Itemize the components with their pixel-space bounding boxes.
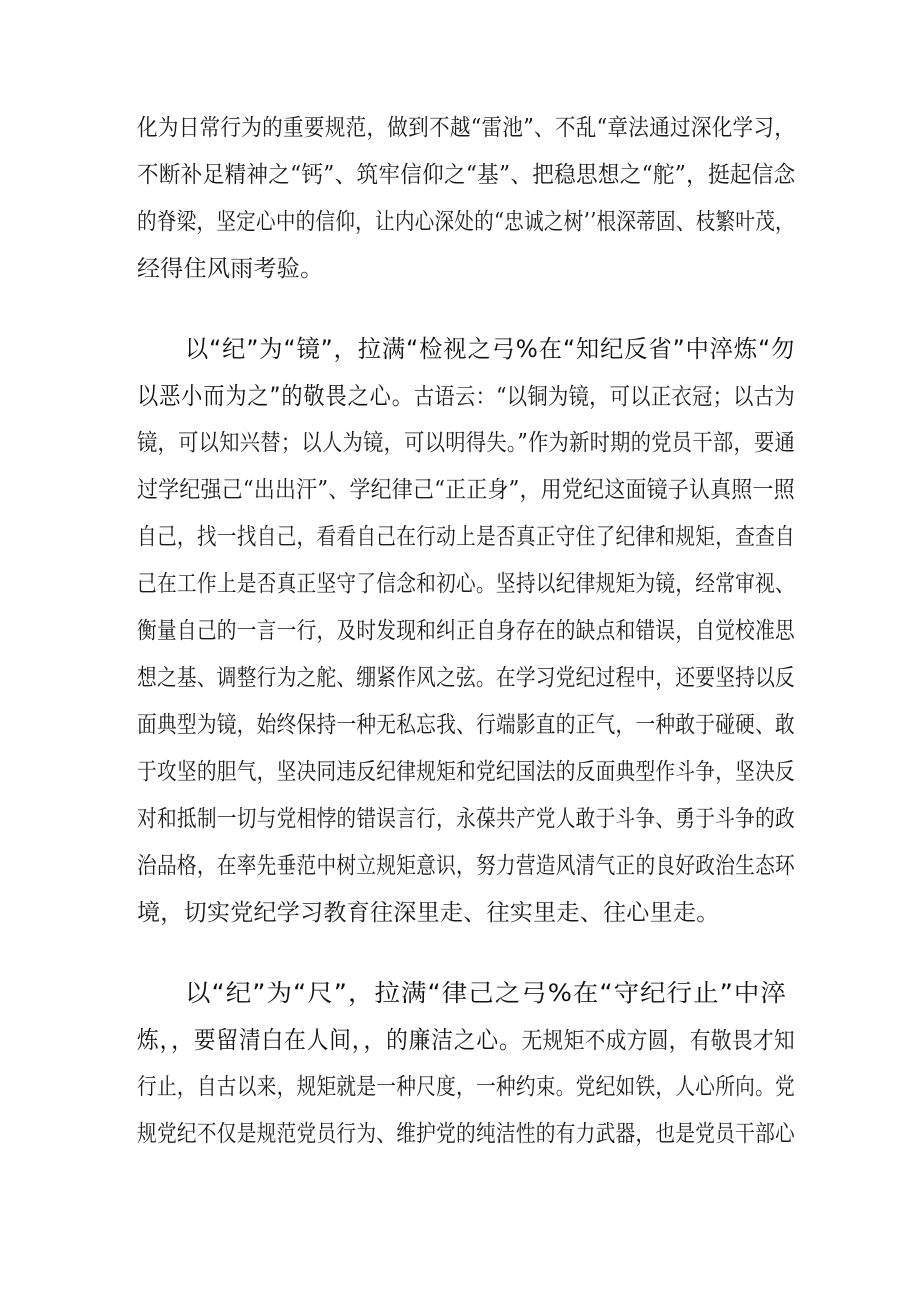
paragraph-1-line-4 <box>137 254 323 284</box>
body-text: 规党纪不仅是规范党员行为、维护党的纯洁性的有力武器，也是党员干部心 <box>137 1121 795 1147</box>
body-text: 想之基、调整行为之舵、绷紧作风之弦。在学习党纪过程中，还要坚持以反 <box>137 665 795 691</box>
paragraph-3-line-3 <box>137 1072 795 1102</box>
body-text: 古语云：“以铜为镜，可以正衣冠；以古为 <box>413 384 795 410</box>
paragraph-2-line-6 <box>137 569 795 599</box>
paragraph-2-line-4 <box>137 475 795 505</box>
body-text: 无规矩不成方圆，有敬畏才知 <box>521 1028 795 1054</box>
paragraph-1-line-3 <box>137 207 795 237</box>
body-text: 治品格，在率先垂范中树立规矩意识，努力营造风清气正的良好政治生态环 <box>137 853 795 879</box>
body-text: 的脊梁，坚定心中的信仰，让内心深处的“忠诚之树’’根深蒂固、枝繁叶茂， <box>137 209 795 235</box>
paragraph-2-line-7 <box>137 616 795 646</box>
paragraph-heading: 炼，，要留清白在人间，，的廉洁之心。 <box>137 1026 522 1054</box>
paragraph-2-line-9 <box>137 710 795 740</box>
body-text: 对和抵制一切与党相悖的错误言行，永葆共产党人敢于斗争、勇于斗争的政 <box>137 806 795 832</box>
body-text: 过学纪强己“出出汗”、学纪律己“正正身”，用党纪这面镜子认真照一照 <box>137 477 795 503</box>
body-text: 行止，自古以来，规矩就是一种尺度，一种约束。党纪如铁，人心所向。党 <box>137 1074 795 1100</box>
paragraph-2-line-11 <box>137 804 795 834</box>
paragraph-3-line-4 <box>137 1119 795 1149</box>
paragraph-2-line-12 <box>137 851 795 881</box>
paragraph-heading: 以“纪”为“尺”，拉满“律己之弓%在“守纪行止”中淬 <box>185 979 787 1007</box>
paragraph-2-line-1 <box>185 334 795 365</box>
paragraph-2-line-13 <box>137 898 720 928</box>
paragraph-1-line-1 <box>137 113 795 143</box>
body-text: 于攻坚的胆气，坚决同违反纪律规矩和党纪国法的反面典型作斗争，坚决反 <box>137 759 795 785</box>
body-text: 化为日常行为的重要规范，做到不越“雷池”、不乱“章法通过深化学习， <box>137 115 796 141</box>
body-text: 境，切实党纪学习教育往深里走、往实里走、往心里走。 <box>137 900 720 926</box>
paragraph-2-line-5 <box>137 522 795 552</box>
body-text: 经得住风雨考验。 <box>137 256 324 282</box>
body-text: 面典型为镜，始终保持一种无私忘我、行端影直的正气，一种敢于碰硬、敢 <box>137 712 795 738</box>
body-text: 自己，找一找自己，看看自己在行动上是否真正守住了纪律和规矩，查查自 <box>137 524 795 550</box>
paragraph-3-line-1 <box>185 978 787 1009</box>
body-text: 衡量自己的一言一行，及时发现和纠正自身存在的缺点和错误，自觉校准思 <box>137 618 795 644</box>
paragraph-2-line-2 <box>137 381 795 412</box>
paragraph-heading: 以恶小而为之”的敬畏之心。 <box>137 382 414 410</box>
body-text: 己在工作上是否真正坚守了信念和初心。坚持以纪律规矩为镜，经常审视、 <box>137 571 795 597</box>
paragraph-2-line-8 <box>137 663 795 693</box>
paragraph-1-line-2 <box>137 160 795 190</box>
paragraph-heading: 以“纪”为“镜”，拉满“检视之弓%在“知纪反省”中淬炼“勿 <box>185 335 796 363</box>
paragraph-2-line-3 <box>137 428 795 458</box>
body-text: 不断补足精神之“钙”、筑牢信仰之“基”、把稳思想之“舵”，挺起信念 <box>137 162 796 188</box>
paragraph-3-line-2 <box>137 1025 795 1056</box>
paragraph-2-line-10 <box>137 757 795 787</box>
body-text: 镜，可以知兴替；以人为镜，可以明得失。”作为新时期的党员干部，要通 <box>137 430 796 456</box>
